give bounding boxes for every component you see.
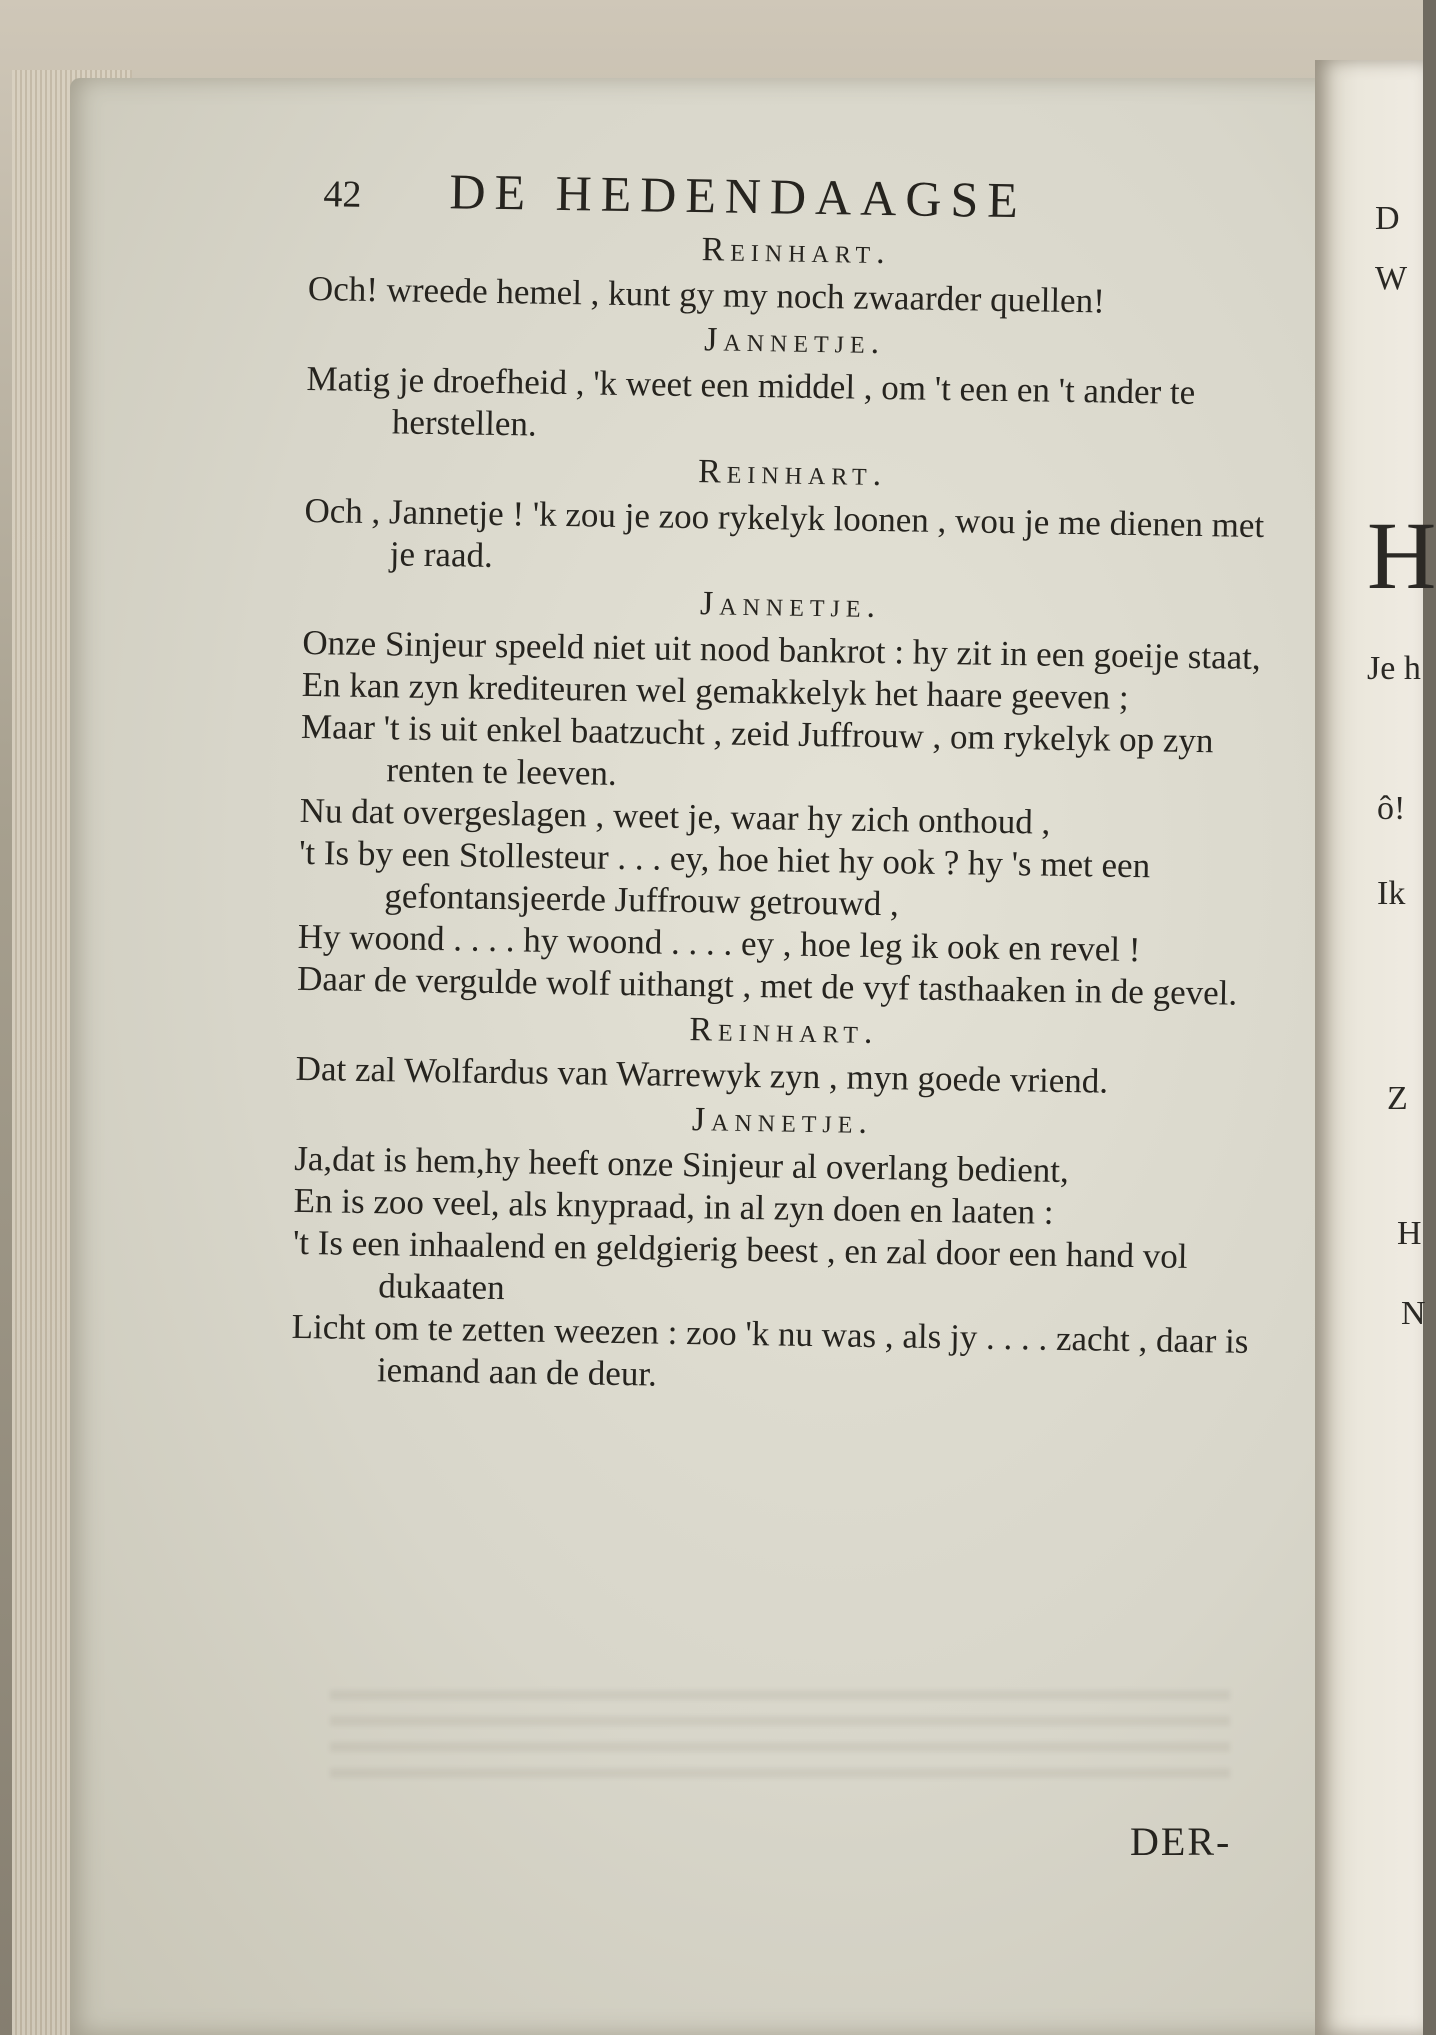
facing-fragment: N — [1401, 1295, 1426, 1332]
show-through-text — [330, 1690, 1230, 1780]
page-text — [291, 160, 1285, 1405]
facing-fragment: Ik — [1377, 875, 1406, 912]
verse-line: Maar 't is uit enkel baatzucht , zeid Juffrouw , om rykelyk op zyn renten te leeven. — [300, 706, 1214, 793]
speech — [291, 1094, 1271, 1405]
facing-fragment: ô! — [1377, 790, 1406, 827]
facing-page — [1315, 60, 1436, 2035]
facing-fragment: H — [1397, 1215, 1422, 1252]
speech — [295, 1004, 1271, 1105]
catchword: DER- — [1130, 1819, 1232, 1864]
verse-line: En kan zyn krediteuren wel gemakkelyk het haare geeven ; — [301, 664, 1129, 717]
verse-line: Dat zal Wolfardus van Warrewyk zyn , myn goede vriend. — [295, 1048, 1109, 1101]
speech — [308, 224, 1284, 325]
verse-line: Onze Sinjeur speeld niet uit nood bankrot : hy zit in een goeije staat, — [302, 622, 1261, 677]
speech — [297, 578, 1279, 1015]
verse-line: 't Is een inhaalend en geldgierig beest , en zal door een hand vol dukaaten — [292, 1222, 1188, 1308]
speaker-name: Jannetje. — [691, 1101, 874, 1141]
verse-line: 't Is by een Stollesteur . . . ey, hoe hiet hy ook ? hy 's met een gefontansjeerde Juffrouw getrouwd , — [298, 832, 1151, 924]
verse-line: Nu dat overgeslagen , weet je, waar hy zich onthoud , — [299, 790, 1051, 842]
speaker-name: Reinhart. — [697, 453, 888, 494]
speech — [306, 314, 1283, 457]
verse-line: Licht om te zetten weezen : zoo 'k nu was , als jy . . . . zacht , daar is iemand aan de deur. — [291, 1306, 1249, 1394]
speaker-name: Jannetje. — [703, 321, 886, 362]
facing-fragment: W — [1375, 260, 1408, 297]
verse-line: Ja,dat is hem,hy heeft onze Sinjeur al overlang bedient, — [294, 1138, 1070, 1191]
running-title: DE HEDENDAAGSE — [449, 163, 1028, 229]
verse-line: Och , Jannetje ! 'k zou je zoo rykelyk loonen , wou je me dienen met je raad. — [304, 490, 1265, 575]
facing-fragment: H — [1367, 502, 1436, 609]
speaker-name: Reinhart. — [689, 1011, 879, 1052]
speech — [303, 446, 1280, 589]
verse-line: Hy woond . . . . hy woond . . . . ey , hoe leg ik ook en revel ! — [297, 916, 1141, 970]
verse-line: En is zoo veel, als knypraad, in al zyn doen en laaten : — [293, 1180, 1054, 1232]
facing-fragment: Z — [1387, 1080, 1408, 1117]
page-number: 42 — [323, 173, 362, 216]
facing-fragment: Je h — [1367, 650, 1421, 687]
facing-fragment: D — [1375, 200, 1400, 237]
speaker-name: Jannetje. — [699, 585, 882, 626]
verse-line: Daar de vergulde wolf uithangt , met de vyf tasthaaken in de gevel. — [296, 958, 1238, 1013]
verse-line: Matig je droefheid , 'k weet een middel , om 't een en 't ander te herstellen. — [306, 358, 1196, 444]
verse-line: Och! wreede hemel , kunt gy my noch zwaarder quellen! — [307, 268, 1106, 321]
speaker-name: Reinhart. — [701, 231, 891, 272]
